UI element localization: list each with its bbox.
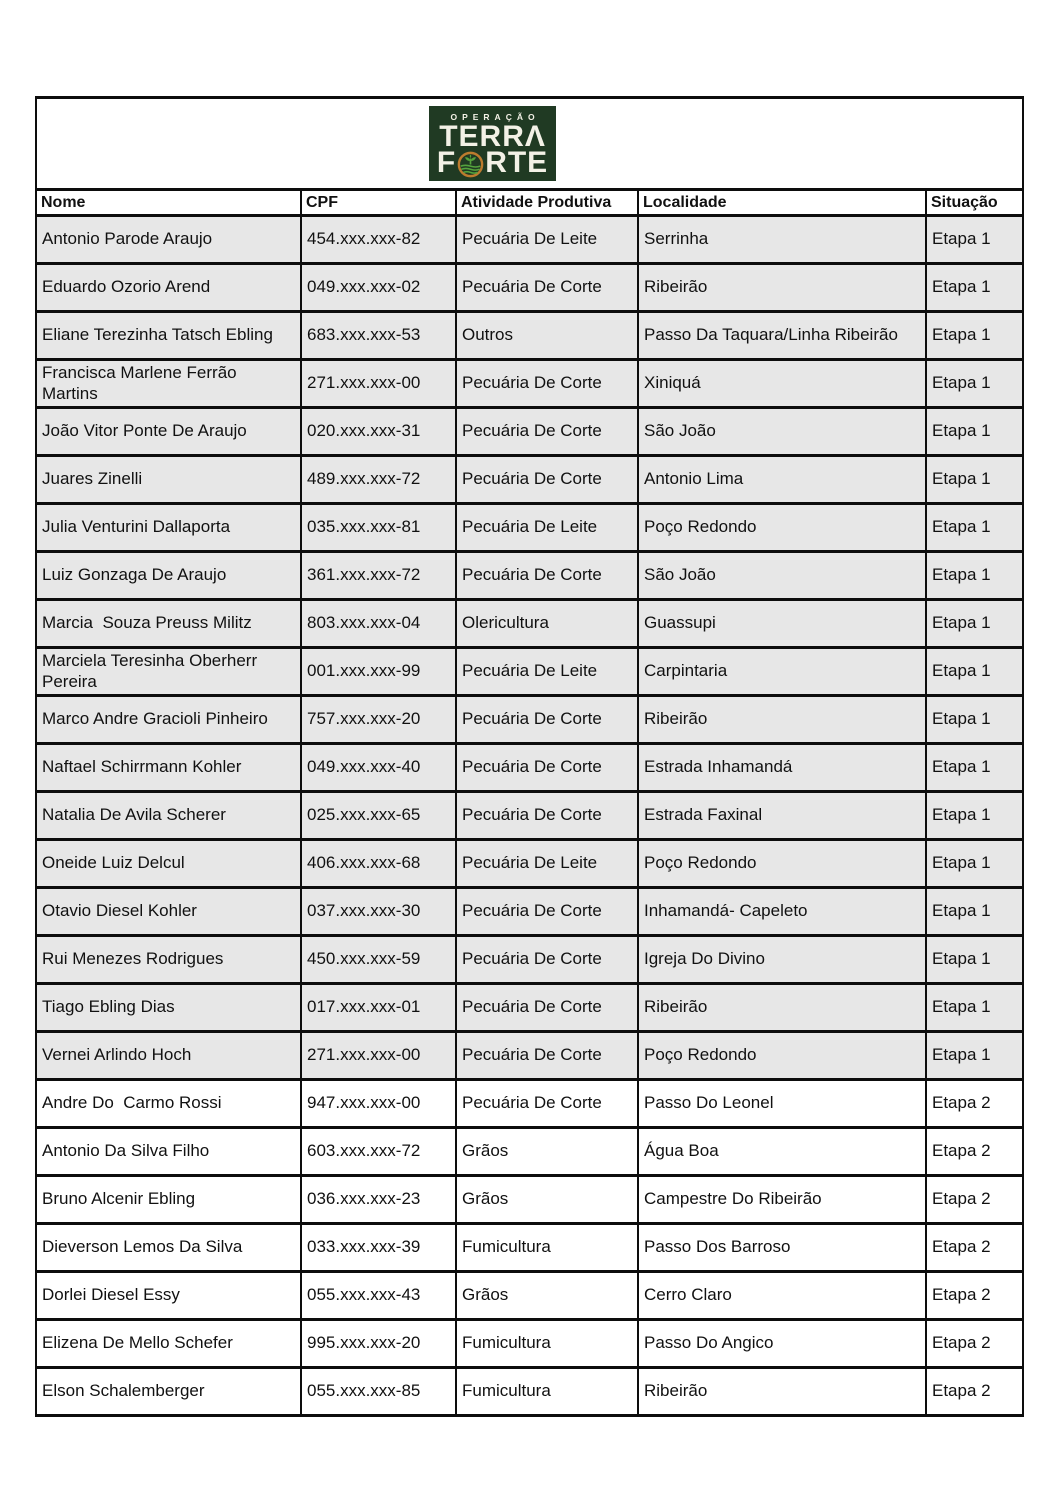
cell-situacao: Etapa 1	[926, 360, 1023, 408]
cell-cpf: 055.xxx.xxx-43	[301, 1272, 456, 1320]
cell-atividade: Outros	[456, 312, 638, 360]
table-row	[36, 696, 1023, 744]
cell-cpf: 020.xxx.xxx-31	[301, 408, 456, 456]
cell-cpf: 361.xxx.xxx-72	[301, 552, 456, 600]
table-row	[36, 456, 1023, 504]
cell-nome: Otavio Diesel Kohler	[36, 888, 301, 936]
cell-atividade: Pecuária De Corte	[456, 456, 638, 504]
cell-situacao: Etapa 1	[926, 696, 1023, 744]
table-row	[36, 312, 1023, 360]
cell-localidade: Passo Do Leonel	[638, 1080, 926, 1128]
table-row	[36, 792, 1023, 840]
cell-nome: Elson Schalemberger	[36, 1368, 301, 1416]
cell-nome: Antonio Parode Araujo	[36, 216, 301, 264]
cell-localidade: Cerro Claro	[638, 1272, 926, 1320]
table-row	[36, 216, 1023, 264]
cell-situacao: Etapa 1	[926, 936, 1023, 984]
cell-cpf: 036.xxx.xxx-23	[301, 1176, 456, 1224]
cell-nome: Elizena De Mello Schefer	[36, 1320, 301, 1368]
cell-nome: Eliane Terezinha Tatsch Ebling	[36, 312, 301, 360]
table-row	[36, 1272, 1023, 1320]
cell-situacao: Etapa 1	[926, 744, 1023, 792]
cell-localidade: Ribeirão	[638, 1368, 926, 1416]
table-row	[36, 1224, 1023, 1272]
cell-atividade: Grãos	[456, 1272, 638, 1320]
table-row	[36, 408, 1023, 456]
cell-atividade: Pecuária De Corte	[456, 984, 638, 1032]
cell-localidade: Ribeirão	[638, 984, 926, 1032]
cell-cpf: 683.xxx.xxx-53	[301, 312, 456, 360]
cell-cpf: 025.xxx.xxx-65	[301, 792, 456, 840]
cell-atividade: Pecuária De Leite	[456, 216, 638, 264]
cell-situacao: Etapa 1	[926, 648, 1023, 696]
cell-cpf: 017.xxx.xxx-01	[301, 984, 456, 1032]
cell-situacao: Etapa 1	[926, 264, 1023, 312]
cell-localidade: Igreja Do Divino	[638, 936, 926, 984]
logo-forte-suffix: RTE	[485, 146, 549, 180]
cell-cpf: 049.xxx.xxx-02	[301, 264, 456, 312]
cell-cpf: 995.xxx.xxx-20	[301, 1320, 456, 1368]
table-row	[36, 600, 1023, 648]
cell-localidade: Água Boa	[638, 1128, 926, 1176]
cell-situacao: Etapa 2	[926, 1128, 1023, 1176]
cell-nome: Antonio Da Silva Filho	[36, 1128, 301, 1176]
table-row	[36, 1368, 1023, 1416]
logo-row	[36, 98, 1023, 190]
column-header-cpf: CPF	[301, 190, 456, 216]
cell-situacao: Etapa 1	[926, 840, 1023, 888]
table-row	[36, 504, 1023, 552]
cell-atividade: Pecuária De Corte	[456, 696, 638, 744]
column-header-localidade: Localidade	[638, 190, 926, 216]
table-row	[36, 552, 1023, 600]
cell-situacao: Etapa 1	[926, 792, 1023, 840]
table-row	[36, 888, 1023, 936]
cell-situacao: Etapa 2	[926, 1320, 1023, 1368]
cell-localidade: Ribeirão	[638, 696, 926, 744]
cell-cpf: 037.xxx.xxx-30	[301, 888, 456, 936]
cell-cpf: 947.xxx.xxx-00	[301, 1080, 456, 1128]
table-row	[36, 984, 1023, 1032]
cell-atividade: Pecuária De Corte	[456, 744, 638, 792]
cell-nome: Dieverson Lemos Da Silva	[36, 1224, 301, 1272]
cell-nome: Francisca Marlene Ferrão Martins	[36, 360, 301, 408]
cell-nome: Eduardo Ozorio Arend	[36, 264, 301, 312]
producers-table	[35, 96, 1024, 1417]
cell-situacao: Etapa 2	[926, 1272, 1023, 1320]
cell-cpf: 450.xxx.xxx-59	[301, 936, 456, 984]
cell-situacao: Etapa 2	[926, 1224, 1023, 1272]
cell-nome: Marco Andre Gracioli Pinheiro	[36, 696, 301, 744]
cell-cpf: 049.xxx.xxx-40	[301, 744, 456, 792]
cell-localidade: Poço Redondo	[638, 840, 926, 888]
cell-atividade: Pecuária De Corte	[456, 792, 638, 840]
cell-nome: Marcia Souza Preuss Militz	[36, 600, 301, 648]
cell-localidade: Inhamandá- Capeleto	[638, 888, 926, 936]
logo-forte-text	[429, 146, 556, 180]
cell-nome: Natalia De Avila Scherer	[36, 792, 301, 840]
cell-nome: Vernei Arlindo Hoch	[36, 1032, 301, 1080]
cell-atividade: Grãos	[456, 1176, 638, 1224]
cell-nome: Rui Menezes Rodrigues	[36, 936, 301, 984]
cell-cpf: 271.xxx.xxx-00	[301, 1032, 456, 1080]
cell-localidade: São João	[638, 552, 926, 600]
cell-cpf: 489.xxx.xxx-72	[301, 456, 456, 504]
cell-localidade: Estrada Faxinal	[638, 792, 926, 840]
logo-cell	[36, 98, 1023, 190]
logo-operation-text: OPERAÇÃO	[450, 112, 540, 122]
cell-localidade: Passo Da Taquara/Linha Ribeirão	[638, 312, 926, 360]
cell-localidade: Xiniquá	[638, 360, 926, 408]
cell-nome: Bruno Alcenir Ebling	[36, 1176, 301, 1224]
cell-nome: Tiago Ebling Dias	[36, 984, 301, 1032]
cell-atividade: Pecuária De Corte	[456, 408, 638, 456]
table-row	[36, 936, 1023, 984]
cell-cpf: 454.xxx.xxx-82	[301, 216, 456, 264]
cell-localidade: Serrinha	[638, 216, 926, 264]
cell-situacao: Etapa 2	[926, 1176, 1023, 1224]
cell-atividade: Pecuária De Corte	[456, 1080, 638, 1128]
cell-cpf: 055.xxx.xxx-85	[301, 1368, 456, 1416]
cell-situacao: Etapa 1	[926, 312, 1023, 360]
cell-cpf: 803.xxx.xxx-04	[301, 600, 456, 648]
cell-atividade: Pecuária De Corte	[456, 264, 638, 312]
cell-nome: Oneide Luiz Delcul	[36, 840, 301, 888]
cell-atividade: Olericultura	[456, 600, 638, 648]
column-header-atividade: Atividade Produtiva	[456, 190, 638, 216]
cell-nome: Juares Zinelli	[36, 456, 301, 504]
cell-situacao: Etapa 1	[926, 552, 1023, 600]
column-header-situacao: Situação	[926, 190, 1023, 216]
column-header-nome: Nome	[36, 190, 301, 216]
table-header-row	[36, 190, 1023, 216]
cell-atividade: Grãos	[456, 1128, 638, 1176]
cell-nome: Dorlei Diesel Essy	[36, 1272, 301, 1320]
cell-atividade: Fumicultura	[456, 1320, 638, 1368]
cell-nome: Naftael Schirrmann Kohler	[36, 744, 301, 792]
cell-localidade: Ribeirão	[638, 264, 926, 312]
cell-cpf: 406.xxx.xxx-68	[301, 840, 456, 888]
table-row	[36, 1176, 1023, 1224]
cell-atividade: Pecuária De Leite	[456, 504, 638, 552]
cell-cpf: 271.xxx.xxx-00	[301, 360, 456, 408]
cell-situacao: Etapa 1	[926, 600, 1023, 648]
cell-localidade: Carpintaria	[638, 648, 926, 696]
cell-cpf: 757.xxx.xxx-20	[301, 696, 456, 744]
cell-cpf: 033.xxx.xxx-39	[301, 1224, 456, 1272]
logo-terra-text: TERRΛ	[439, 119, 546, 153]
cell-situacao: Etapa 1	[926, 456, 1023, 504]
cell-situacao: Etapa 2	[926, 1368, 1023, 1416]
cell-localidade: Campestre Do Ribeirão	[638, 1176, 926, 1224]
cell-atividade: Pecuária De Corte	[456, 1032, 638, 1080]
cell-atividade: Pecuária De Corte	[456, 936, 638, 984]
cell-localidade: São João	[638, 408, 926, 456]
cell-situacao: Etapa 1	[926, 984, 1023, 1032]
cell-atividade: Pecuária De Corte	[456, 360, 638, 408]
cell-situacao: Etapa 1	[926, 216, 1023, 264]
logo-forte-prefix: F	[436, 146, 457, 180]
cell-cpf: 035.xxx.xxx-81	[301, 504, 456, 552]
terra-forte-logo	[429, 106, 556, 181]
cell-nome: Andre Do Carmo Rossi	[36, 1080, 301, 1128]
cell-localidade: Passo Do Angico	[638, 1320, 926, 1368]
table-row	[36, 264, 1023, 312]
cell-atividade: Pecuária De Corte	[456, 888, 638, 936]
table-row	[36, 648, 1023, 696]
cell-atividade: Pecuária De Corte	[456, 552, 638, 600]
cell-atividade: Fumicultura	[456, 1368, 638, 1416]
sprout-field-icon	[457, 151, 484, 178]
cell-localidade: Estrada Inhamandá	[638, 744, 926, 792]
cell-localidade: Poço Redondo	[638, 1032, 926, 1080]
cell-nome: João Vitor Ponte De Araujo	[36, 408, 301, 456]
cell-localidade: Passo Dos Barroso	[638, 1224, 926, 1272]
cell-situacao: Etapa 1	[926, 504, 1023, 552]
cell-nome: Luiz Gonzaga De Araujo	[36, 552, 301, 600]
table-row	[36, 360, 1023, 408]
cell-situacao: Etapa 2	[926, 1080, 1023, 1128]
table-row	[36, 1032, 1023, 1080]
cell-localidade: Poço Redondo	[638, 504, 926, 552]
cell-atividade: Pecuária De Leite	[456, 648, 638, 696]
cell-situacao: Etapa 1	[926, 888, 1023, 936]
table-row	[36, 840, 1023, 888]
cell-atividade: Pecuária De Leite	[456, 840, 638, 888]
cell-nome: Marciela Teresinha Oberherr Pereira	[36, 648, 301, 696]
cell-situacao: Etapa 1	[926, 1032, 1023, 1080]
table-row	[36, 1080, 1023, 1128]
cell-localidade: Antonio Lima	[638, 456, 926, 504]
cell-cpf: 001.xxx.xxx-99	[301, 648, 456, 696]
cell-atividade: Fumicultura	[456, 1224, 638, 1272]
table-row	[36, 1128, 1023, 1176]
cell-nome: Julia Venturini Dallaporta	[36, 504, 301, 552]
cell-situacao: Etapa 1	[926, 408, 1023, 456]
cell-cpf: 603.xxx.xxx-72	[301, 1128, 456, 1176]
table-row	[36, 744, 1023, 792]
cell-localidade: Guassupi	[638, 600, 926, 648]
table-row	[36, 1320, 1023, 1368]
